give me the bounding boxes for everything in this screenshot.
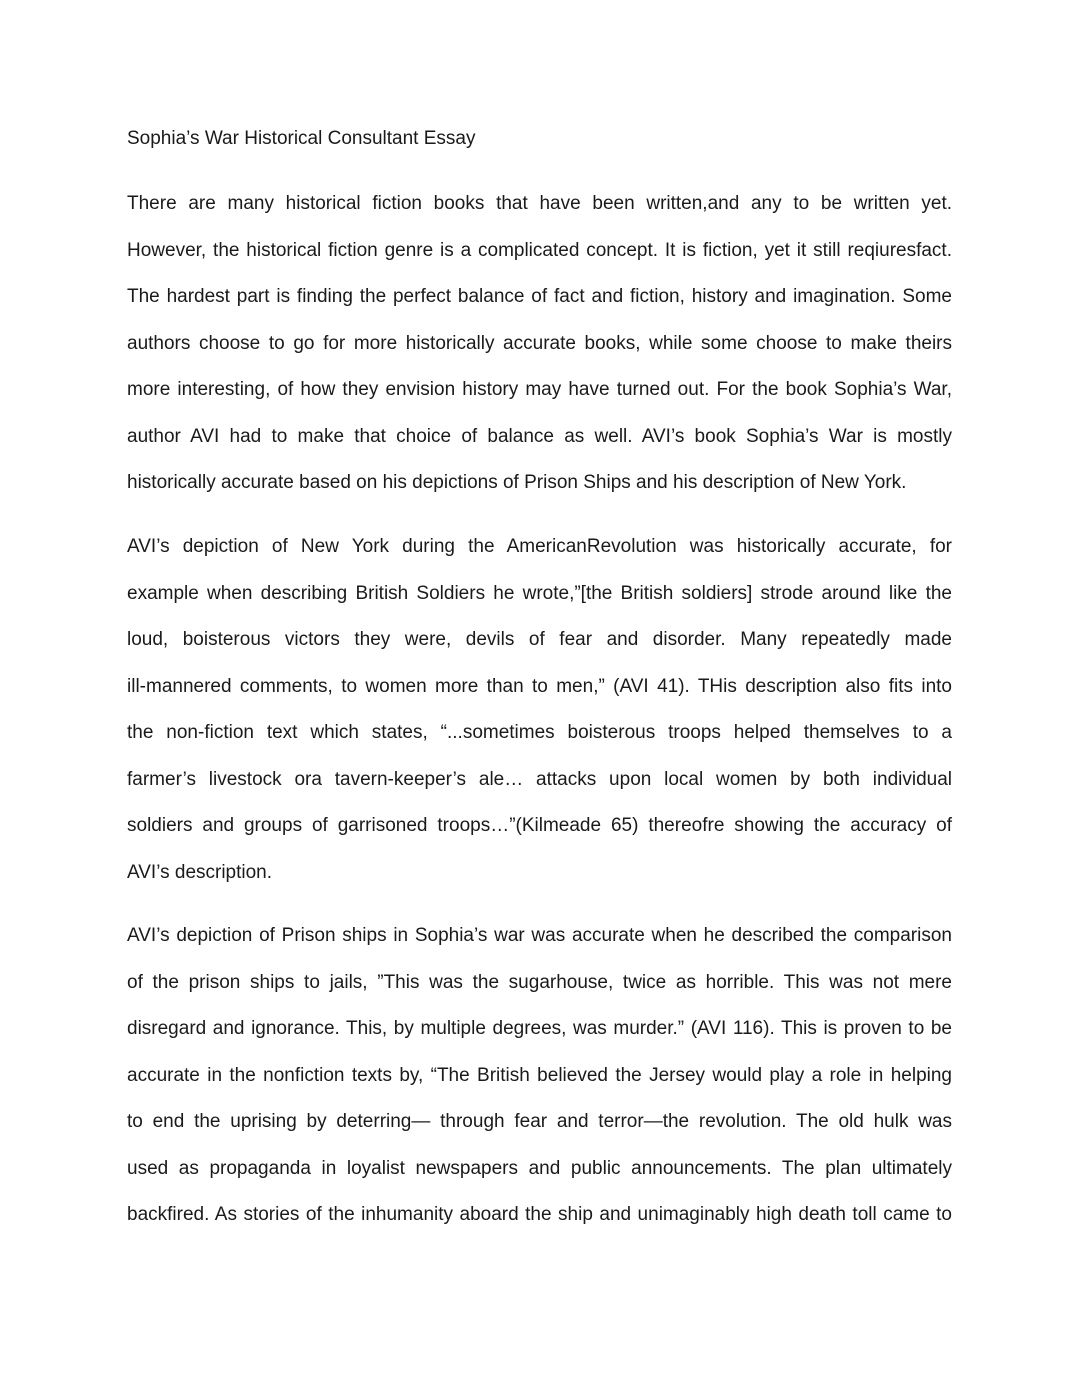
paragraph-line: ill-mannered comments, to women more than to men,” (AVI 41). THis description also fits into	[127, 675, 952, 697]
paragraph-line: to end the uprising by deterring— through fear and terror—the revolution. The old hulk was	[127, 1111, 952, 1132]
paragraph-line: There are many historical fiction books that have been written,and any to be written yet.	[127, 193, 952, 214]
paragraph-line: The hardest part is finding the perfect balance of fact and fiction, history and imagination. Some	[127, 286, 952, 307]
paragraph-line: farmer’s livestock ora tavern-keeper’s ale… attacks upon local women by both individual	[127, 768, 952, 790]
paragraph-line: used as propaganda in loyalist newspapers and public announcements. The plan ultimately	[127, 1157, 952, 1179]
paragraph-line: soldiers and groups of garrisoned troops…”(Kilmeade 65) thereofre showing the accuracy of	[127, 815, 952, 836]
paragraph-line: AVI’s depiction of New York during the AmericanRevolution was historically accurate, for	[127, 536, 952, 557]
paragraph-line: disregard and ignorance. This, by multiple degrees, was murder.” (AVI 116). This is proven to be	[127, 1018, 952, 1039]
paragraph-line: of the prison ships to jails, ”This was the sugarhouse, twice as horrible. This was not mere	[127, 971, 952, 993]
paragraph-line: more interesting, of how they envision history may have turned out. For the book Sophia’s War,	[127, 379, 952, 400]
paragraph-line: However, the historical fiction genre is a complicated concept. It is fiction, yet it still reqiuresfact.	[127, 239, 952, 261]
paragraph-line: AVI’s description.	[127, 861, 273, 883]
paragraph-line: the non-fiction text which states, “...sometimes boisterous troops helped themselves to a	[127, 722, 952, 743]
paragraph-line: example when describing British Soldiers he wrote,”[the British soldiers] strode around like the	[127, 582, 952, 604]
paragraph-line: backfired. As stories of the inhumanity aboard the ship and unimaginably high death toll came to	[127, 1204, 952, 1225]
paragraph-line: loud, boisterous victors they were, devils of fear and disorder. Many repeatedly made	[127, 629, 952, 650]
paragraph-line: accurate in the nonfiction texts by, “The British believed the Jersey would play a role in helping	[127, 1064, 952, 1086]
paragraph-line: authors choose to go for more historically accurate books, while some choose to make theirs	[127, 332, 952, 354]
paragraph-new-york	[127, 535, 952, 907]
paragraph-intro	[127, 192, 952, 518]
paragraph-line: historically accurate based on his depictions of Prison Ships and his description of New York.	[127, 472, 907, 493]
paragraph-prison-ships	[127, 924, 952, 1250]
essay-title: Sophia’s War Historical Consultant Essay	[127, 128, 476, 149]
paragraph-line: AVI’s depiction of Prison ships in Sophia’s war was accurate when he described the comparison	[127, 925, 952, 946]
paragraph-line: author AVI had to make that choice of balance as well. AVI’s book Sophia’s War is mostly	[127, 425, 952, 447]
